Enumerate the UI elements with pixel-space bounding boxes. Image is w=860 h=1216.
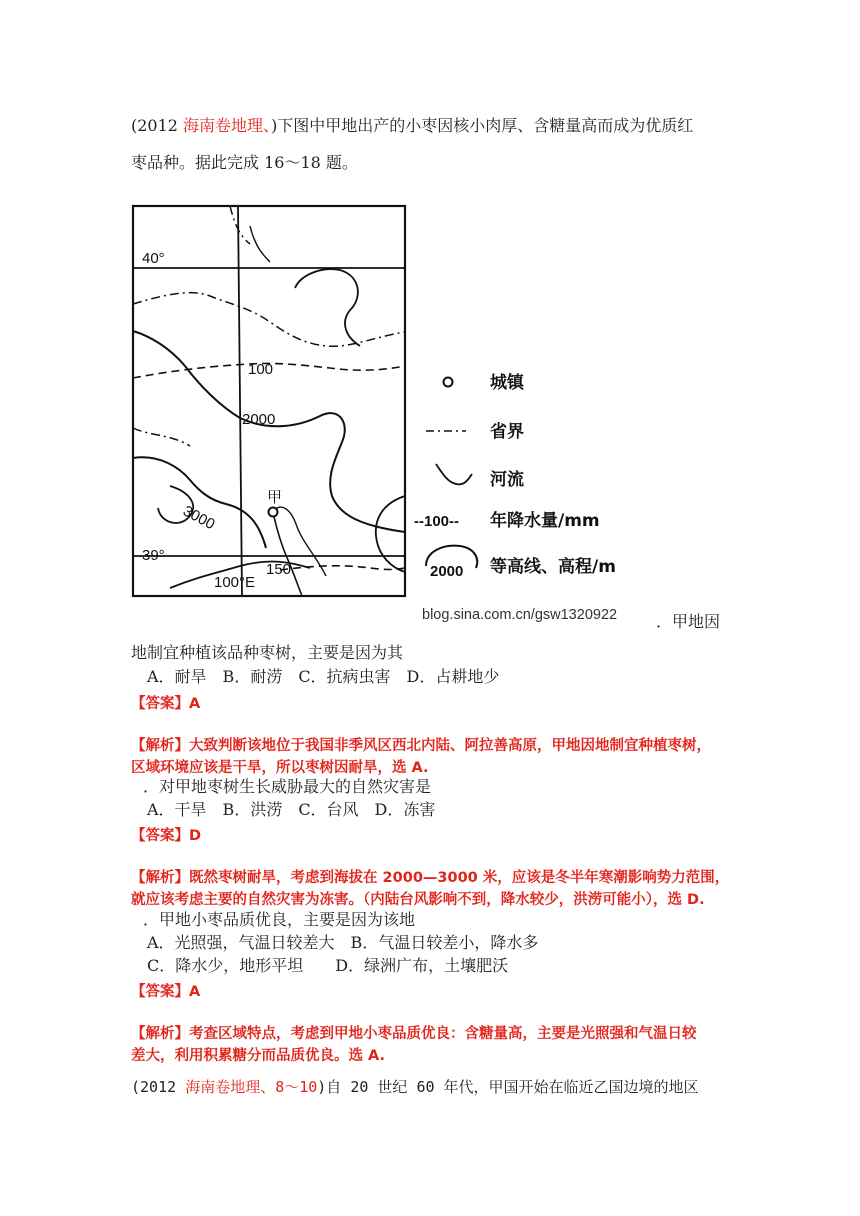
place-label: 甲	[267, 488, 283, 506]
legend-town-icon	[444, 378, 453, 387]
q18-options-2: C．降水少，地形平坦 D．绿洲广布，土壤肥沃	[147, 956, 509, 975]
q18-answer: 【答案】A	[131, 984, 201, 1000]
q18-analysis-1: 【解析】考查区域特点，考虑到甲地小枣品质优良：含糖量高，主要是光照强和气温日较	[131, 1026, 697, 1042]
q17-stem: ．对甲地枣树生长威胁最大的自然灾害是	[143, 777, 432, 796]
legend-border: 省界	[490, 422, 524, 442]
q16-analysis-2: 区域环境应该是干旱，所以枣树因耐旱，选 A.	[131, 760, 429, 776]
q17-answer: 【答案】D	[131, 828, 202, 844]
watermark: blog.sina.com.cn/gsw1320922	[422, 607, 618, 623]
legend-river: 河流	[490, 470, 524, 490]
q17-analysis-1: 【解析】既然枣树耐旱，考虑到海拔在 2000—3000 米，应该是冬半年寒潮影响势力范围，	[131, 870, 730, 886]
q17-options: A．干旱 B．洪涝 C．台风 D．冻害	[147, 800, 436, 819]
next-text: )自 20 世纪 60 年代，甲国开始在临近乙国边境的地区	[317, 1078, 699, 1096]
intro-line-1	[131, 115, 693, 137]
intro-prefix: (2012	[131, 116, 184, 135]
intro-source: 海南卷地理、	[183, 116, 272, 135]
rain-150-label: 150	[266, 561, 292, 578]
next-source: 海南卷地理、8～10	[185, 1078, 318, 1096]
legend-town: 城镇	[490, 373, 524, 393]
q16-options: A．耐旱 B．耐涝 C．抗病虫害 D．占耕地少	[147, 667, 500, 686]
q16-stem-a: ．甲地因	[656, 612, 721, 631]
town-marker	[269, 508, 278, 517]
legend-contour-sample: 2000	[430, 563, 464, 580]
legend-rain: 年降水量/mm	[490, 511, 600, 531]
q18-options-1: A．光照强，气温日较差大 B．气温日较差小，降水多	[147, 933, 539, 952]
next-intro	[131, 1076, 699, 1098]
lat-39-label: 39°	[142, 547, 165, 564]
map-svg	[130, 196, 660, 634]
q18-stem: ．甲地小枣品质优良，主要是因为该地	[143, 910, 416, 929]
q18-analysis-2: 差大，利用积累糖分而品质优良。选 A.	[131, 1048, 386, 1064]
next-prefix: (2012	[131, 1078, 186, 1096]
legend-contour: 等高线、高程/m	[490, 557, 616, 577]
map-legend	[414, 372, 616, 580]
intro-line-2: 枣品种。据此完成 16～18 题。	[131, 153, 358, 172]
q17-analysis-2: 就应该考虑主要的自然灾害为冻害。（内陆台风影响不到，降水较少，洪涝可能小），选 D.	[131, 892, 705, 908]
contour-2000-label: 2000	[242, 411, 276, 428]
intro-text: )下图中甲地出产的小枣因核小肉厚、含糖量高而成为优质红	[271, 116, 694, 135]
contour-3000-label: 3000	[180, 502, 218, 534]
lon-100-label: 100°E	[214, 574, 256, 591]
rain-100-label: 100	[248, 361, 274, 378]
legend-river-icon	[436, 464, 472, 484]
legend-rain-sample: --100--	[414, 513, 460, 530]
lat-40-label: 40°	[142, 250, 165, 267]
q16-analysis-1: 【解析】大致判断该地位于我国非季风区西北内陆、阿拉善高原，甲地因地制宜种植枣树，	[131, 738, 711, 754]
map-frame	[133, 206, 405, 596]
q16-answer: 【答案】A	[131, 696, 201, 712]
q16-stem-b: 地制宜种植该品种枣树，主要是因为其	[131, 643, 404, 662]
map-figure	[130, 196, 660, 634]
